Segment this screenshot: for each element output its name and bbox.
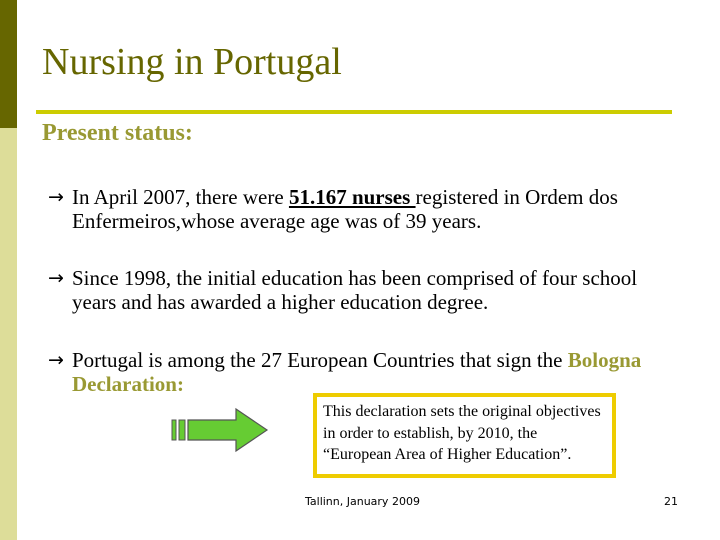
bullet-item-1 bbox=[72, 185, 682, 233]
bullet-arrow-icon: → bbox=[48, 186, 64, 208]
page-number: 21 bbox=[664, 495, 678, 508]
sidebar-accent-bottom bbox=[0, 128, 17, 540]
slide-subtitle: Present status: bbox=[42, 120, 193, 146]
nurse-count: 51.167 nurses bbox=[288, 185, 416, 209]
bullet-item-2 bbox=[72, 266, 682, 314]
slide-title: Nursing in Portugal bbox=[42, 41, 342, 83]
bullet-text: Portugal is among the 27 European Countries that sign the bbox=[72, 348, 568, 372]
footer-text: Tallinn, January 2009 bbox=[305, 495, 420, 508]
bullet-arrow-icon: → bbox=[48, 267, 64, 289]
declaration-callout: This declaration sets the original objectives in order to establish, by 2010, the “European Area of Higher Education”. bbox=[313, 393, 616, 478]
bullet-item-3 bbox=[72, 348, 682, 396]
bologna-declaration-label: Bologna Declaration: bbox=[72, 348, 642, 396]
bullet-text: registered in Ordem dos Enfermeiros,whose average age was of 39 years. bbox=[72, 185, 618, 233]
title-divider bbox=[36, 110, 672, 114]
bullet-text: Since 1998, the initial education has been comprised of four school years and has awarded a higher education degree. bbox=[72, 266, 638, 314]
right-arrow-icon bbox=[168, 406, 272, 454]
sidebar-accent-top bbox=[0, 0, 17, 128]
bullet-text: In April 2007, there were bbox=[72, 185, 289, 209]
bullet-arrow-icon: → bbox=[48, 349, 64, 371]
